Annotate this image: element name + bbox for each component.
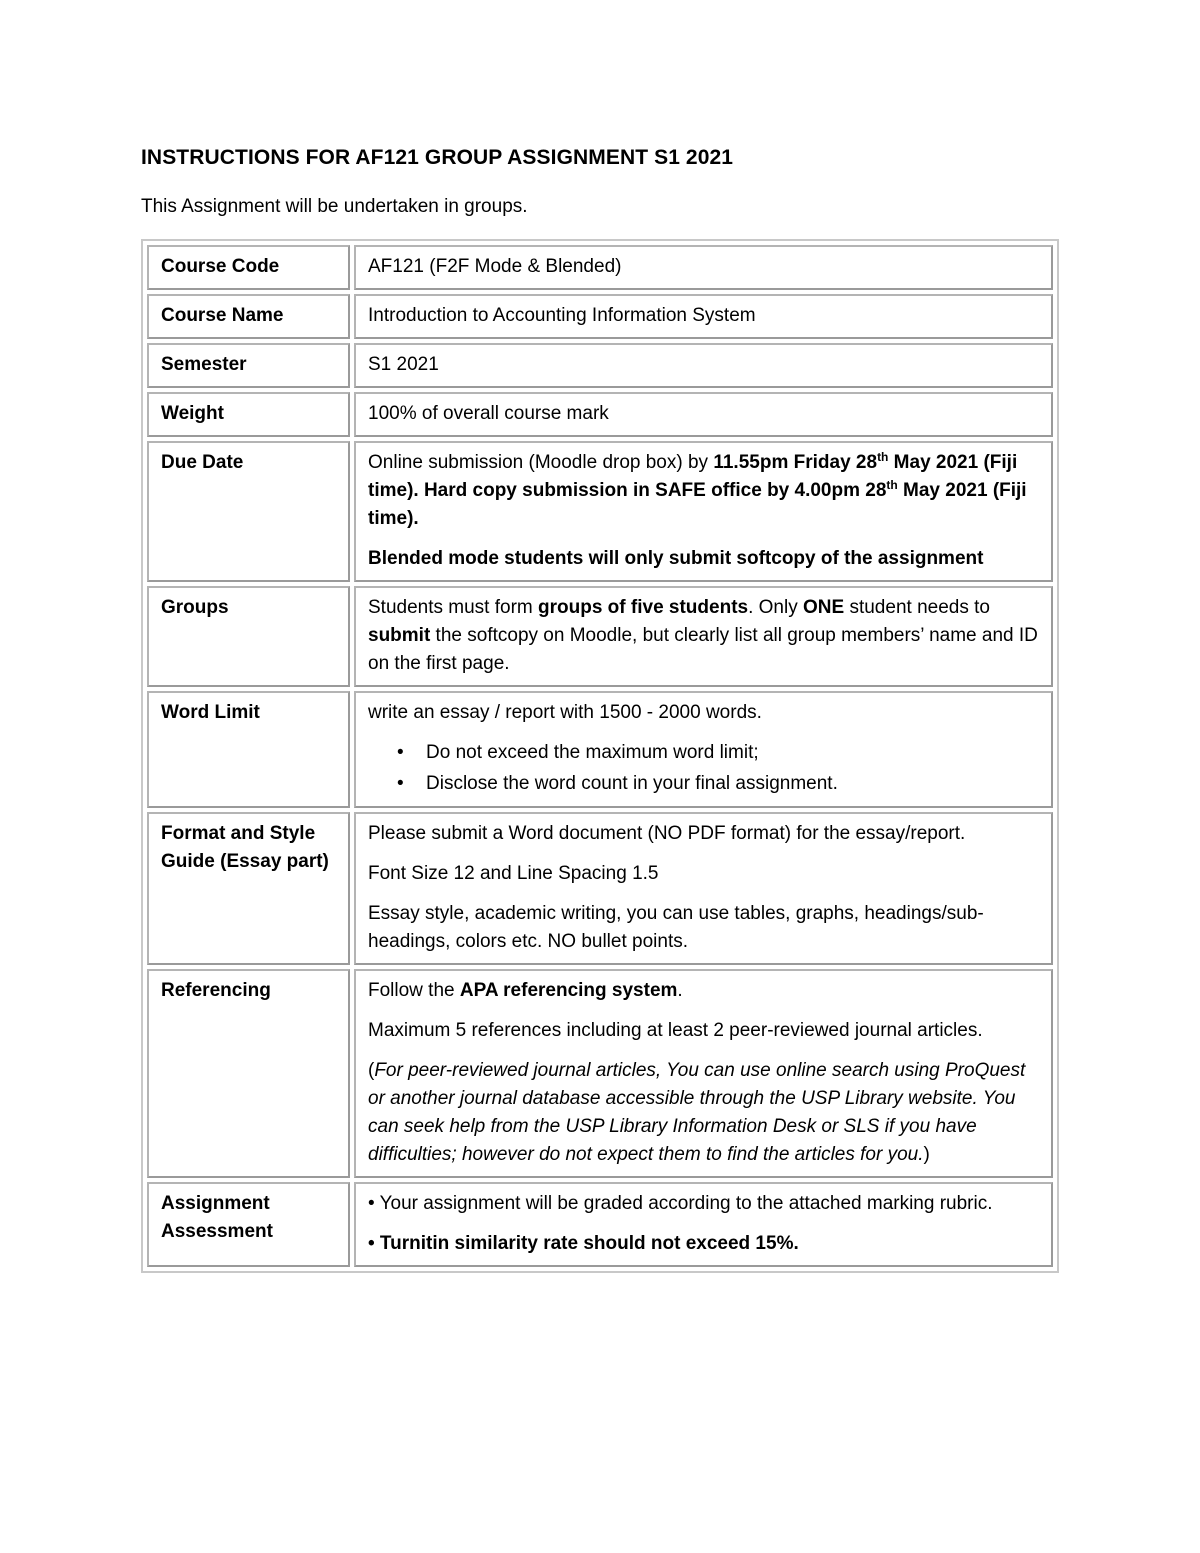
- list-item-text: Do not exceed the maximum word limit;: [426, 742, 759, 763]
- bullet-icon: •: [397, 742, 404, 763]
- groups-submit-emphasis: submit: [368, 625, 431, 646]
- table-row-format: [147, 812, 1053, 965]
- due-date-value: [354, 441, 1053, 582]
- due-date-timezone: May 2021 (Fiji time).: [368, 480, 1027, 529]
- blended-mode-note: Blended mode students will only submit softcopy of the assignment: [368, 548, 984, 569]
- assignment-details-table: [141, 239, 1059, 1273]
- course-name-label: Course Name: [147, 294, 350, 339]
- groups-text-part: student needs to: [844, 597, 990, 618]
- groups-text-part: the softcopy on Moodle, but clearly list all group members’ name and ID on the first page.: [368, 625, 1038, 674]
- assessment-rubric-text: • Your assignment will be graded according to the attached marking rubric.: [368, 1193, 993, 1214]
- bullet-icon: •: [397, 773, 404, 794]
- assessment-label: Assignment Assessment: [147, 1182, 350, 1267]
- format-label: Format and Style Guide (Essay part): [147, 812, 350, 965]
- list-item: [397, 768, 1039, 799]
- journal-articles-note: [368, 1057, 1039, 1169]
- weight-label: Weight: [147, 392, 350, 437]
- weight-value: 100% of overall course mark: [354, 392, 1053, 437]
- semester-value: S1 2021: [354, 343, 1053, 388]
- course-name-value: Introduction to Accounting Information System: [354, 294, 1053, 339]
- groups-value: [354, 586, 1053, 687]
- list-item: [397, 737, 1039, 768]
- due-date-submission-text: [368, 449, 1039, 533]
- apa-emphasis: APA referencing system: [459, 980, 678, 1001]
- due-date-deadline: 11.55pm Friday 28: [713, 452, 878, 473]
- referencing-text-part: .: [677, 980, 683, 1001]
- word-limit-list: [368, 737, 1039, 799]
- course-code-label: Course Code: [147, 245, 350, 290]
- table-row-weight: [147, 392, 1053, 437]
- groups-text-part: . Only: [748, 597, 803, 618]
- ordinal-suffix: th: [886, 478, 898, 492]
- semester-label: Semester: [147, 343, 350, 388]
- format-value: [354, 812, 1053, 965]
- due-date-label: Due Date: [147, 441, 350, 582]
- format-submission-text: Please submit a Word document (NO PDF format) for the essay/report.: [368, 823, 966, 844]
- table-row-groups: [147, 586, 1053, 687]
- table-row-semester: [147, 343, 1053, 388]
- word-limit-label: Word Limit: [147, 691, 350, 808]
- references-count-text: Maximum 5 references including at least 2 peer-reviewed journal articles.: [368, 1020, 983, 1041]
- format-font-text: Font Size 12 and Line Spacing 1.5: [368, 863, 659, 884]
- ordinal-suffix: th: [877, 450, 889, 464]
- referencing-label: Referencing: [147, 969, 350, 1178]
- word-limit-value: [354, 691, 1053, 808]
- groups-size-emphasis: groups of five students: [538, 597, 749, 618]
- groups-one-emphasis: ONE: [803, 597, 845, 618]
- paren-open: (: [368, 1060, 375, 1081]
- table-row-due-date: [147, 441, 1053, 582]
- assessment-value: [354, 1182, 1053, 1267]
- intro-text: This Assignment will be undertaken in groups.: [141, 196, 528, 217]
- paren-close: ): [923, 1144, 930, 1165]
- groups-text-part: Students must form: [368, 597, 539, 618]
- referencing-value: [354, 969, 1053, 1178]
- course-code-value: AF121 (F2F Mode & Blended): [354, 245, 1053, 290]
- table-row-assessment: [147, 1182, 1053, 1267]
- hard-copy-deadline: May 2021 (Fiji time). Hard copy submission in SAFE office by 4.00pm 28: [368, 452, 1018, 501]
- referencing-text-part: Follow the: [368, 980, 460, 1001]
- table-row-word-limit: [147, 691, 1053, 808]
- table-row-course-name: [147, 294, 1053, 339]
- journal-articles-italic: For peer-reviewed journal articles, You can use online search using ProQuest or another journal database accessible through the USP Library website. You can seek help from the USP Library Information Desk or SLS if you have difficulties; however do not expect them to find the articles for you.: [368, 1060, 1026, 1165]
- table-row-course-code: [147, 245, 1053, 290]
- due-date-text-part: Online submission (Moodle drop box) by: [368, 452, 714, 473]
- turnitin-text: • Turnitin similarity rate should not exceed 15%.: [368, 1233, 799, 1254]
- list-item-text: Disclose the word count in your final assignment.: [426, 773, 838, 794]
- word-limit-text: write an essay / report with 1500 - 2000 words.: [368, 702, 762, 723]
- table-row-referencing: [147, 969, 1053, 1178]
- format-style-text: Essay style, academic writing, you can use tables, graphs, headings/sub-headings, colors etc. NO bullet points.: [368, 903, 984, 952]
- groups-label: Groups: [147, 586, 350, 687]
- referencing-system-text: [368, 977, 1039, 1005]
- document-title: INSTRUCTIONS FOR AF121 GROUP ASSIGNMENT S1 2021: [141, 146, 734, 169]
